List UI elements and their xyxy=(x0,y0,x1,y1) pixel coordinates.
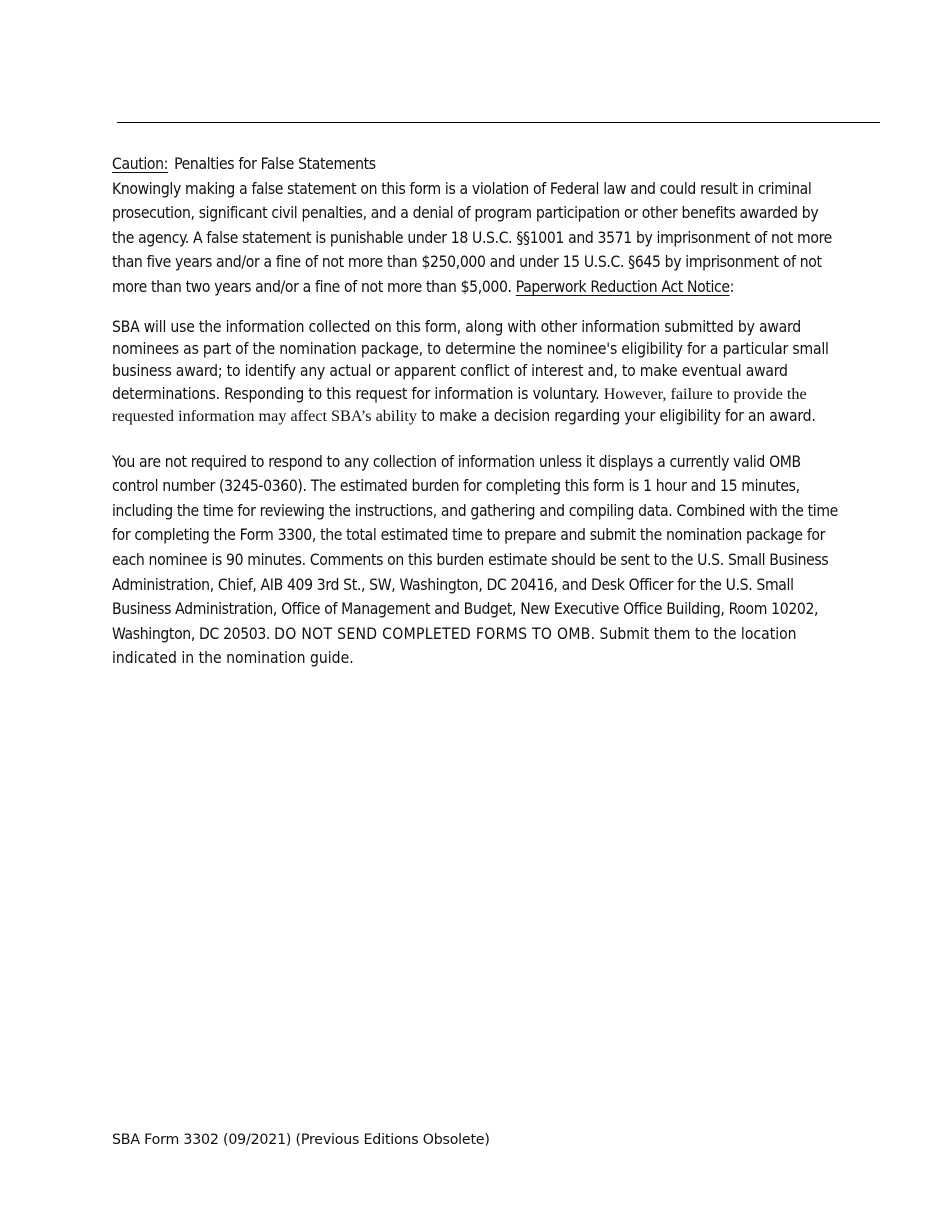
form-footer: SBA Form 3302 (09/2021) (Previous Editions Obsolete) xyxy=(112,1132,490,1148)
burden-body-text: You are not required to respond to any collection of information unless it displays a currently valid OMB control number (3245-0360). The estimated burden for completing this form is 1 hour and 15 minutes, including the time for reviewing the instructions, and gathering and compiling data. Combined with the time for completing the Form 3300, the total estimated time to prepare and submit the nomination package for each nominee is 90 minutes. Comments on this burden estimate should be sent to the U.S. Small Business Administration, Chief, AIB 409 3rd St., SW, Washington, DC 20416, and Desk Officer for the U.S. Small Business Administration, Office of Management and Budget, New Executive Office Building, Room 10202, Washington, DC 20503. xyxy=(112,452,838,643)
paperwork-body-part2: However, failure to provide the requested information may affect SBA’s ability xyxy=(112,384,807,426)
caution-heading xyxy=(112,152,844,177)
caution-body-text: Knowingly making a false statement on this form is a violation of Federal law and could result in criminal prosecution, significant civil penalties, and a denial of program participation or other benefits awarded by the agency. A false statement is punishable under 18 U.S.C. §§1001 and 3571 by imprisonment of not more than five years and/or a fine of not more than $250,000 and under 15 U.S.C. §645 by imprisonment of not more than two years and/or a fine of not more than $5,000. xyxy=(112,179,832,296)
submission-instruction: Submit them to the location indicated in the nomination guide. xyxy=(112,624,797,668)
header-divider xyxy=(117,122,880,123)
paperwork-heading-colon: : xyxy=(729,277,735,296)
caution-paragraph xyxy=(112,177,844,300)
form-notice-content xyxy=(112,152,844,671)
paperwork-body-part3: to make a decision regarding your eligibility for an award. xyxy=(421,407,816,426)
burden-paragraph xyxy=(112,450,844,671)
paperwork-body-part1: SBA will use the information collected on this form, along with other information submitted by award nominees as part of the nomination package, to determine the nominee's eligibility for a particular small business award; to identify any actual or apparent conflict of interest and, to make eventual award determinations. Responding to this request for information is voluntary. xyxy=(112,317,829,403)
paperwork-heading: Paperwork Reduction Act Notice xyxy=(515,277,730,296)
paperwork-paragraph xyxy=(112,316,844,428)
omb-warning: DO NOT SEND COMPLETED FORMS TO OMB. xyxy=(274,624,596,643)
caution-title: Penalties for False Statements xyxy=(174,155,376,173)
caution-label: Caution: xyxy=(112,155,169,173)
